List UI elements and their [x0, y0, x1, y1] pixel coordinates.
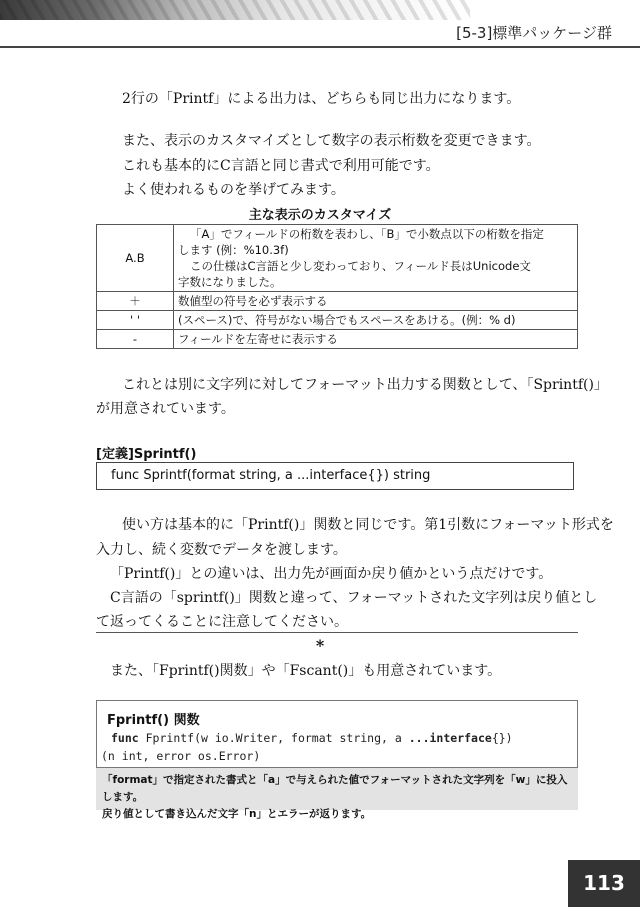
table-desc: 数値型の符号を必ず表示する: [174, 292, 578, 311]
definition-label: [定義]Sprintf(): [96, 447, 197, 462]
paragraph-common: よく使われるものを挙げてみます。: [122, 182, 345, 198]
note-line: 戻り値として書き込んだ文字「n」とエラーが返ります。: [102, 808, 372, 820]
table-caption: 主な表示のカスタマイズ: [248, 208, 392, 223]
paragraph-c-sprintf-cont: て返ってくることに注意してください。: [96, 614, 348, 630]
table-desc: [174, 225, 578, 292]
paragraph-difference: 「Printf()」との違いは、出力先が画面か戻り値かという点だけです。: [110, 566, 553, 582]
paragraph-printf-output: 2行の「Printf」による出力は、どちらも同じ出力になります。: [122, 91, 521, 107]
page-number: 113: [568, 860, 640, 907]
desc-line: この仕様はC言語と少し変わっており、フィールド長はUnicode文: [190, 259, 531, 273]
table-row: [97, 311, 578, 330]
paragraph-c-format: これも基本的にC言語と同じ書式で利用可能です。: [122, 158, 440, 174]
header-rule: [0, 46, 640, 48]
desc-line: 字数になりました。: [178, 275, 282, 289]
fprintf-box: [96, 700, 578, 768]
fprintf-note: [96, 768, 578, 820]
table-key: ＋: [97, 292, 174, 311]
section-title: [5-3]標準パッケージ群: [456, 24, 612, 42]
keyword-interface: ...interface: [408, 731, 492, 745]
table-key: -: [97, 330, 174, 349]
desc-line: 「A」でフィールドの桁数を表わし、「B」で小数点以下の桁数を指定: [190, 227, 544, 241]
header-decoration: [0, 0, 470, 20]
table-key: A.B: [97, 225, 174, 292]
paragraph-sprintf-intro-cont: が用意されています。: [96, 401, 235, 417]
fprintf-signature-line2: (n int, error os.Error): [101, 749, 261, 763]
table-row: [97, 225, 578, 292]
separator-rule: [96, 632, 578, 633]
paragraph-sprintf-intro: これとは別に文字列に対してフォーマット出力する関数として、「Sprintf()」: [122, 377, 608, 393]
signature-end: {}): [491, 731, 513, 745]
table-row: [97, 292, 578, 311]
signature-text: Fprintf(w io.Writer, format string, a: [138, 731, 409, 745]
keyword-func: func: [111, 731, 139, 745]
note-line: 「format」で指定された書式と「a」で与えられた値でフォーマットされた文字列を「w」に投入します。: [102, 774, 568, 803]
paragraph-fprintf: また、「Fprintf()関数」や「Fscant()」も用意されています。: [110, 663, 502, 679]
table-row: [97, 330, 578, 349]
definition-box: func Sprintf(format string, a ...interface{}) string: [96, 462, 574, 490]
desc-line: します (例：%10.3f): [178, 243, 289, 257]
paragraph-c-sprintf: C言語の「sprintf()」関数と違って、フォーマットされた文字列は戻り値とし: [110, 590, 598, 606]
format-table: [96, 224, 578, 349]
fprintf-signature-line1: [111, 731, 513, 745]
table-desc: フィールドを左寄せに表示する: [174, 330, 578, 349]
table-desc: (スペース)で、符号がない場合でもスペースをあける。(例：% d): [174, 311, 578, 330]
table-key: ' ': [97, 311, 174, 330]
paragraph-customize: また、表示のカスタマイズとして数字の表示桁数を変更できます。: [122, 133, 541, 149]
paragraph-usage: 使い方は基本的に「Printf()」関数と同じです。第1引数にフォーマット形式を: [122, 517, 614, 533]
fprintf-title: Fprintf() 関数: [107, 713, 200, 728]
asterisk-divider: *: [315, 636, 325, 655]
paragraph-usage-cont: 入力し、続く変数でデータを渡します。: [96, 542, 347, 558]
